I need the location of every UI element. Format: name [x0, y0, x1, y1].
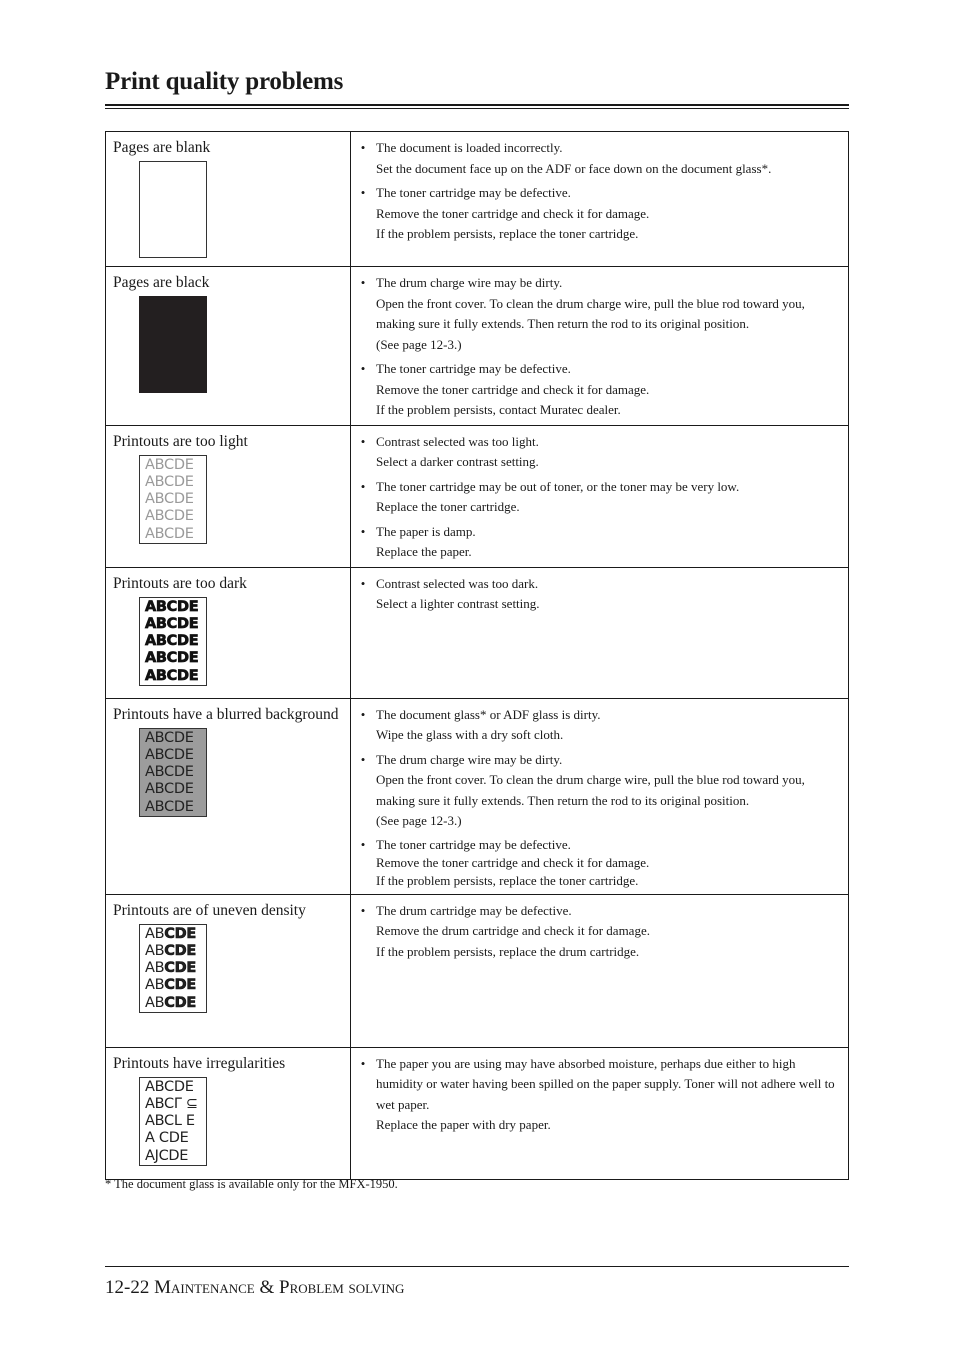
footer-rule	[105, 1266, 849, 1267]
problem-title: Pages are black	[113, 274, 210, 291]
cause-item: • The toner cartridge may be defective. Remove the toner cartridge and check it for damage. If the problem persists, replace the toner cartridge.	[360, 185, 650, 241]
blank-page-sample	[139, 161, 207, 258]
cause-item: • The document glass* or ADF glass is dirty. Wipe the glass with a dry soft cloth.	[360, 706, 601, 742]
problem-title: Printouts have a blurred background	[113, 705, 339, 723]
problem-cell	[106, 567, 351, 698]
problem-cell	[106, 698, 351, 894]
table-row	[106, 132, 849, 267]
title-rule	[105, 104, 849, 106]
cause-item: • The paper you are using may have absorbed moisture, perhaps due either to high humidity or water having been spilled on the paper supply. Toner will not adhere well to wet paper. Replace the paper with dry paper.	[360, 1055, 835, 1132]
problem-title: Printouts have irregularities	[113, 1054, 286, 1072]
table-row	[106, 698, 849, 894]
problem-cell	[106, 1047, 351, 1179]
print-quality-table	[105, 131, 849, 1180]
cause-list	[358, 138, 840, 245]
cause-list	[358, 901, 840, 963]
problem-cell	[106, 894, 351, 1047]
cause-list	[358, 574, 840, 615]
cause-list	[358, 273, 840, 421]
blurred-print-sample: ABCDE ABCDE ABCDE ABCDE ABCDE	[139, 728, 207, 817]
causes-cell	[351, 698, 849, 894]
page-footer	[105, 1277, 404, 1299]
cause-list	[358, 1054, 840, 1136]
irregular-print-sample: ABCDE ABCΓ ⊆ ABCL E A CDE AJCDE	[139, 1077, 207, 1166]
cause-item: • The paper is damp. Replace the paper.	[360, 523, 476, 559]
table-row	[106, 567, 849, 698]
cause-item: • The toner cartridge may be out of toner, or the toner may be very low. Replace the toner cartridge.	[360, 478, 740, 514]
problem-title: Printouts are of uneven density	[113, 901, 306, 919]
cause-item: • The drum charge wire may be dirty. Open the front cover. To clean the drum charge wire, pull the blue rod toward you, making sure it fully extends. Then return the rod to its original position. (See page 12-3.)	[360, 751, 805, 828]
uneven-density-sample: ABCDE ABCDE ABCDE ABCDE ABCDE	[139, 924, 207, 1013]
footnote: * The document glass is available only for the MFX-1950.	[105, 1177, 398, 1191]
page-title: Print quality problems	[105, 68, 344, 95]
table-row	[106, 425, 849, 567]
cause-item: • The toner cartridge may be defective. Remove the toner cartridge and check it for damage. If the problem persists, replace the toner cartridge.	[360, 836, 650, 888]
causes-cell	[351, 267, 849, 426]
black-page-sample	[139, 296, 207, 393]
problem-title: Pages are blank	[113, 139, 211, 156]
table-row	[106, 1047, 849, 1179]
problem-title: Printouts are too dark	[113, 574, 247, 592]
problem-cell	[106, 267, 351, 426]
page-number: 12-22	[105, 1277, 150, 1298]
cause-list	[358, 705, 840, 890]
cause-item: • Contrast selected was too dark. Select a lighter contrast setting.	[360, 575, 540, 611]
problem-title: Printouts are too light	[113, 432, 248, 450]
causes-cell	[351, 894, 849, 1047]
cause-item: • The document is loaded incorrectly. Set the document face up on the ADF or face down on the document glass*.	[360, 140, 772, 176]
causes-cell	[351, 567, 849, 698]
cause-item: • Contrast selected was too light. Select a darker contrast setting.	[360, 433, 539, 469]
cause-item: • The drum charge wire may be dirty. Open the front cover. To clean the drum charge wire, pull the blue rod toward you, making sure it fully extends. Then return the rod to its original position. (See page 12-3.)	[360, 275, 805, 352]
section-name: Maintenance & Problem solving	[154, 1277, 405, 1298]
problem-cell	[106, 132, 351, 267]
light-print-sample: ABCDE ABCDE ABCDE ABCDE ABCDE	[139, 455, 207, 544]
title-rule-thin	[105, 108, 849, 109]
table-row	[106, 894, 849, 1047]
cause-item: • The toner cartridge may be defective. Remove the toner cartridge and check it for damage. If the problem persists, contact Muratec dealer.	[360, 361, 650, 417]
cause-list	[358, 432, 840, 563]
causes-cell	[351, 132, 849, 267]
causes-cell	[351, 1047, 849, 1179]
causes-cell	[351, 425, 849, 567]
table-row	[106, 267, 849, 426]
dark-print-sample: ABCDE ABCDE ABCDE ABCDE ABCDE	[139, 597, 207, 686]
problem-cell	[106, 425, 351, 567]
cause-item: • The drum cartridge may be defective. Remove the drum cartridge and check it for damage. If the problem persists, replace the drum cartridge.	[360, 902, 650, 959]
